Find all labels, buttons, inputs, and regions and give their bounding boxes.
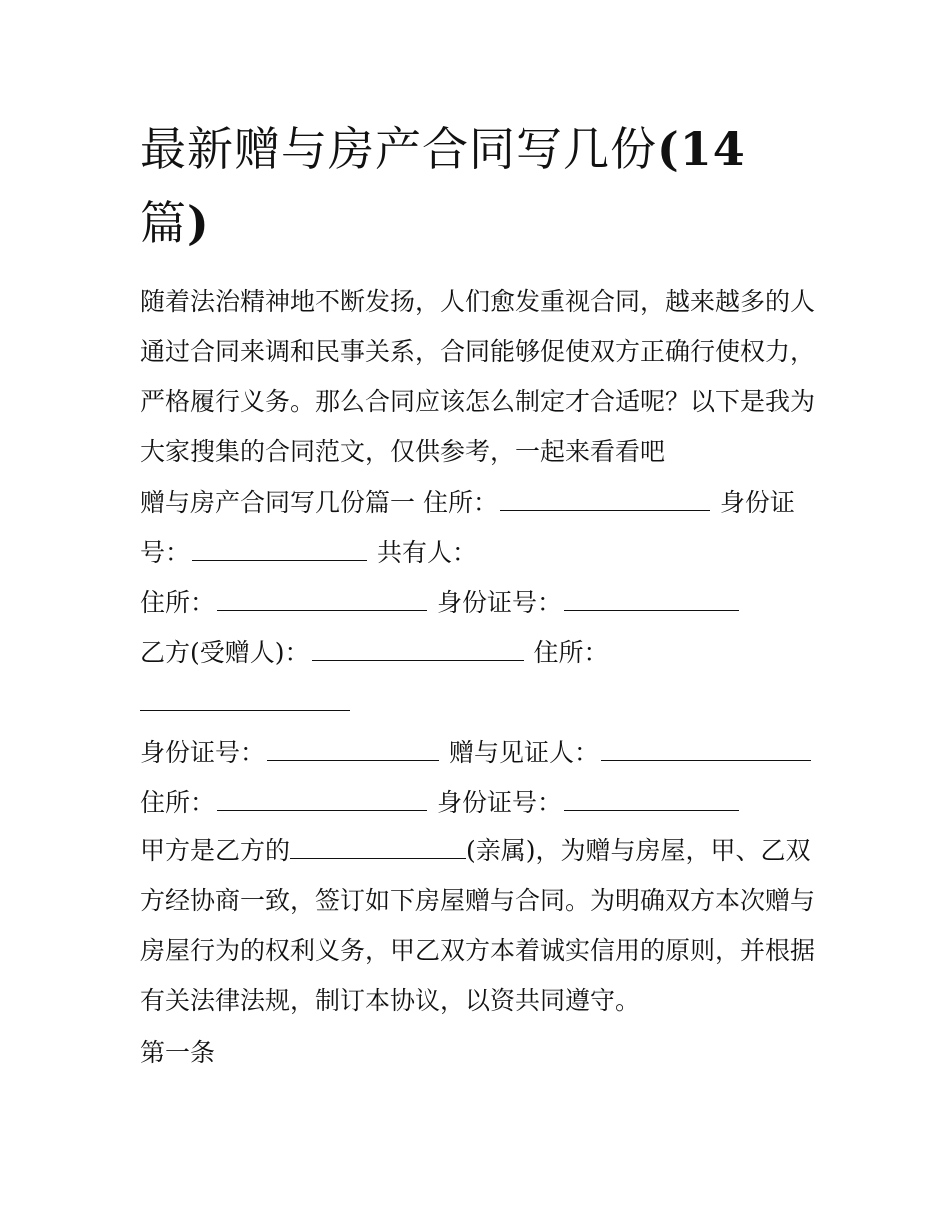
witness-label: 赠与见证人：	[448, 738, 599, 767]
witness-id-blank	[564, 788, 739, 811]
relation-line: 有关法律法规，制订本协议，以资共同遵守。	[140, 986, 641, 1015]
donee-line	[140, 628, 820, 678]
donee-address-line	[140, 678, 820, 728]
witness-address-blank	[217, 788, 427, 811]
witness-address-line	[140, 778, 820, 828]
article-heading	[140, 1028, 820, 1078]
relation-paragraph	[140, 826, 820, 1026]
id-label: 身份证号：	[436, 788, 562, 817]
id-label: 身份证	[719, 488, 795, 517]
relation-text: 甲方是乙方的	[140, 836, 291, 865]
intro-line: 严格履行义务。那么合同应该怎么制定才合适呢？以下是我为	[140, 387, 816, 416]
donor-address-blank	[500, 488, 710, 511]
co-owner-label: 共有人：	[376, 538, 477, 567]
donor-address-line	[140, 478, 820, 528]
section-heading: 赠与房产合同写几份篇一 住所：	[140, 488, 498, 517]
address-label: 住所：	[533, 638, 609, 667]
address-label: 住所：	[140, 588, 216, 617]
donee-name-blank	[312, 638, 524, 661]
id-label: 号：	[140, 538, 191, 567]
donee-address-blank	[140, 688, 350, 711]
witness-line	[140, 728, 820, 778]
address-label: 住所：	[140, 788, 216, 817]
id-label: 身份证号：	[140, 738, 266, 767]
donor-id-blank	[192, 538, 367, 561]
co-owner-line	[140, 578, 820, 628]
article-1-label: 第一条	[140, 1038, 216, 1067]
relation-blank	[290, 836, 466, 859]
witness-name-blank	[601, 738, 811, 761]
co-owner-id-blank	[564, 588, 739, 611]
intro-line: 大家搜集的合同范文，仅供参考，一起来看看吧	[140, 437, 666, 466]
intro-line: 随着法治精神地不断发扬，人们愈发重视合同，越来越多的人	[140, 287, 816, 316]
title-count-close: )	[187, 196, 210, 250]
relation-line: 方经协商一致，签订如下房屋赠与合同。为明确双方本次赠与	[140, 886, 816, 915]
relation-text: (亲属)，为赠与房屋，甲、乙双	[466, 836, 811, 865]
party-b-label: 乙方(受赠人)：	[140, 638, 310, 667]
title-count-open: (14	[657, 122, 746, 176]
id-label: 身份证号：	[436, 588, 562, 617]
intro-paragraph	[140, 277, 820, 477]
intro-line: 通过合同来调和民事关系，合同能够促使双方正确行使权力，	[140, 337, 816, 366]
title-text-line2: 篇	[140, 196, 187, 250]
party-info-section	[140, 478, 820, 828]
title-text: 最新赠与房产合同写几份	[140, 122, 657, 176]
donor-id-line	[140, 528, 820, 578]
donee-id-blank	[267, 738, 439, 761]
co-owner-address-blank	[217, 588, 427, 611]
relation-line: 房屋行为的权利义务，甲乙双方本着诚实信用的原则，并根据	[140, 936, 816, 965]
document-title	[140, 112, 820, 260]
relation-line	[140, 826, 820, 876]
